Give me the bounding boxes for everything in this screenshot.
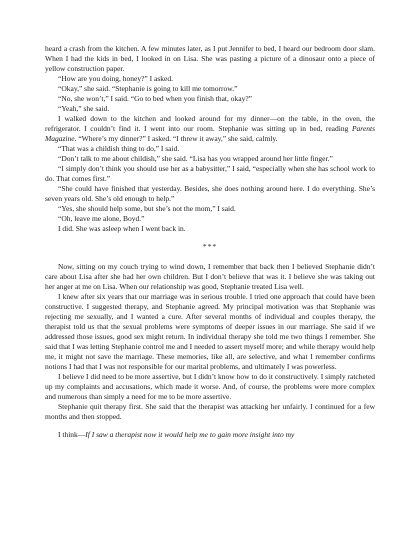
paragraph: I walked down to the kitchen and looked around for my dinner—on the table, in the oven, the refrigerator. I couldn’t find it. I went into our room. Stephanie was sitting up in bed, reading Parents Magazine. “Where’s my dinner?” I asked. “I threw it away,” she said, calmly. <box>45 114 375 143</box>
paragraph: Now, sitting on my couch trying to wind down, I remember that back then I believed Stephanie didn’t care about Lisa after she had her own children. But I don’t believe that was it. I believe she was taking out her anger at me on Lisa. When our relationship was good, Stephanie treated Lisa well. <box>45 262 375 291</box>
paragraph: “I simply don’t think you should use her as a babysitter,” I said, “especially when she has school work to do. That comes first.” <box>45 164 375 183</box>
paragraph-gap <box>45 422 375 430</box>
paragraph: I think—If I saw a therapist now it would help me to gain more insight into my <box>58 430 295 439</box>
paragraph: Stephanie quit therapy first. She said that the therapist was attacking her unfairly. I continued for a few months and then stopped. <box>45 402 375 421</box>
paragraph: I did. She was asleep when I went back in. <box>58 224 186 233</box>
paragraph: “Yeah,” she said. <box>58 104 110 113</box>
paragraph: “She could have finished that yesterday. Besides, she does nothing around here. I do everything. She’s seven years old. She’s old enough to help.” <box>45 184 375 203</box>
italic-text: If I saw a therapist now it would help me to gain more insight into my <box>85 430 295 439</box>
paragraph: “Don’t talk to me about childish,” she said. “Lisa has you wrapped around her little finger.” <box>58 154 333 163</box>
section-three <box>45 430 375 440</box>
paragraph: “That was a childish thing to do,” I said. <box>58 144 180 153</box>
paragraph: “No, she won’t,” I said. “Go to bed when you finish that, okay?” <box>58 94 252 103</box>
italic-text: Parents Magazine <box>45 124 375 143</box>
section-two <box>45 262 375 422</box>
section-one <box>45 44 375 234</box>
section-separator: *** <box>202 242 218 251</box>
paragraph: I knew after six years that our marriage was in serious trouble. I tried one approach that could have been constructive. I suggested therapy, and Stephanie agreed. My principal motivation was that Stephanie was rejecting me sexually, and I wanted a cure. After several months of individual and couples therapy, the therapist told us that the sexual problems were symptoms of deeper issues in our marriage. She said if we addressed those issues, good sex might return. In individual therapy she told me two things I remember. She said that I was letting Stephanie control me and I needed to assert myself more; and while therapy would help me, it might not save the marriage. These memories, like all, are selective, and what I remember confirms notions I had that I was not responsible for our marital problems, and ultimately I was powerless. <box>45 292 375 371</box>
paragraph: “Yes, she should help some, but she’s not the mom,” I said. <box>58 204 236 213</box>
paragraph: “Oh, leave me alone, Boyd.” <box>58 214 145 223</box>
paragraph: I believe I did need to be more assertive, but I didn’t know how to do it constructively. I simply ratcheted up my complaints and accusations, which made it worse. And, of course, the problems were more complex and numerous than simply a need for me to be more assertive. <box>45 372 375 401</box>
paragraph: “Okay,” she said. “Stephanie is going to kill me tomorrow.” <box>58 84 238 93</box>
paragraph: heard a crash from the kitchen. A few minutes later, as I put Jennifer to bed, I heard our bedroom door slam. When I had the kids in bed, I looked in on Lisa. She was pasting a picture of a dinosaur onto a piece of yellow construction paper. <box>45 44 375 73</box>
paragraph: “How are you doing, honey?” I asked. <box>58 74 173 83</box>
